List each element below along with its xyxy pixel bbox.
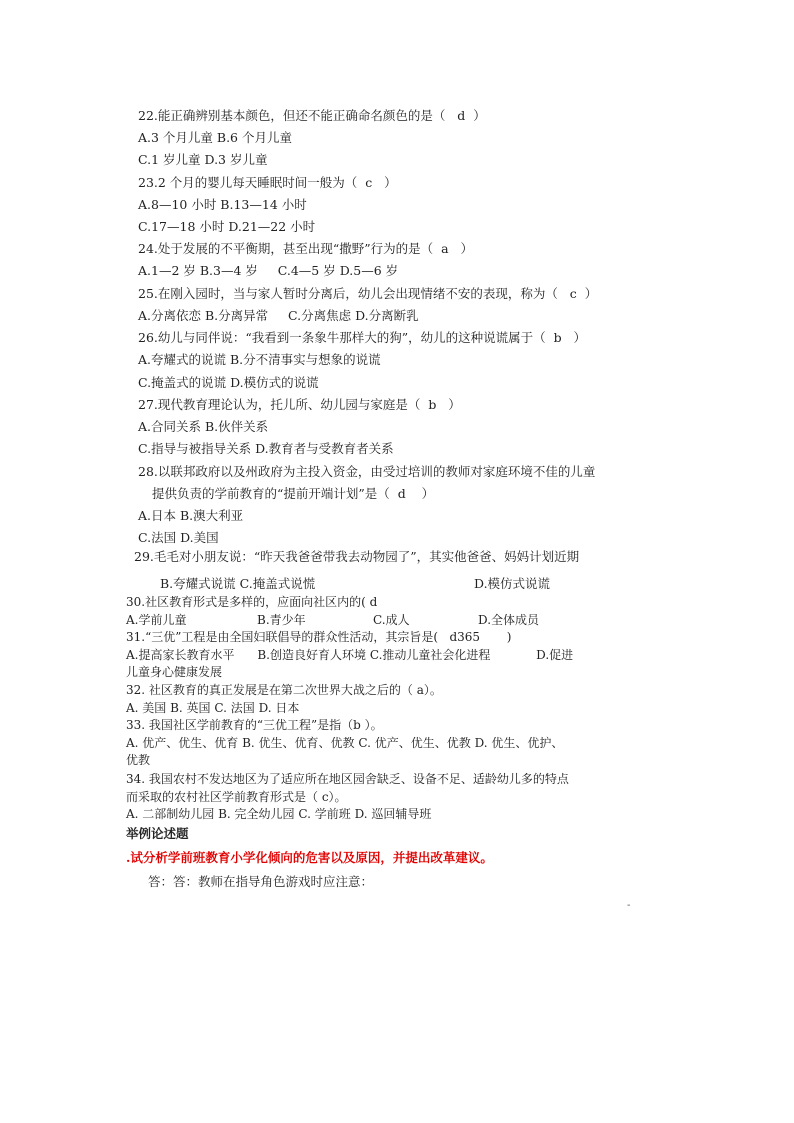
question-23: 23.2 个月的婴儿每天睡眠时间一般为（ c ）	[138, 175, 397, 190]
essay-question: .试分析学前班教育小学化倾向的危害以及原因，并提出改革建议。	[126, 850, 493, 865]
question-31-options-cont: 儿童身心健康发展	[126, 665, 223, 679]
question-26-options-ab: A.夸耀式的说谎 B.分不清事实与想象的说谎	[138, 352, 381, 367]
question-27-options-ab: A.合同关系 B.伙伴关系	[138, 419, 269, 434]
question-30: 30.社区教育形式是多样的，应面向社区内的( d	[126, 595, 378, 609]
question-30-option-d: D.全体成员	[478, 613, 540, 627]
answer-line: 答：答：教师在指导角色游戏时应注意：	[148, 874, 374, 889]
question-23-options-cd: C.17—18 小时 D.21—22 小时	[138, 219, 316, 234]
question-30-option-a: A.学前儿童	[126, 613, 187, 627]
question-33-options-cont: 优教	[126, 753, 151, 767]
question-34-line1: 34. 我国农村不发达地区为了适应所在地区园舍缺乏、设备不足、适龄幼儿多的特点	[126, 772, 569, 786]
question-28-line2: 提供负责的学前教育的“提前开端计划”是（ d ）	[152, 486, 435, 501]
question-28-options-cd: C.法国 D.美国	[138, 530, 219, 545]
question-26-options-cd: C.掩盖式的说谎 D.模仿式的说谎	[138, 375, 319, 390]
question-32-options: A. 美国 B. 英国 C. 法国 D. 日本	[126, 701, 300, 715]
section-heading: 举例论述题	[126, 826, 189, 841]
question-23-options-ab: A.8—10 小时 B.13—14 小时	[138, 197, 307, 212]
question-33-options: A. 优产、优生、优育 B. 优生、优育、优教 C. 优产、优生、优教 D. 优生、优护、	[126, 736, 564, 750]
question-27: 27.现代教育理论认为，托儿所、幼儿园与家庭是（ b ）	[138, 397, 461, 412]
question-33: 33. 我国社区学前教育的“三优工程”是指（b ）。	[126, 718, 383, 732]
question-29-options-bc: B.夸耀式说谎 C.掩盖式说慌	[160, 576, 316, 591]
question-28-options-ab: A.日本 B.澳大利亚	[138, 508, 244, 523]
question-29-option-d: D.模仿式说谎	[474, 576, 551, 591]
question-22: 22.能正确辨别基本颜色，但还不能正确命名颜色的是（ d ）	[138, 108, 486, 123]
question-28-line1: 28.以联邦政府以及州政府为主投入资金，由受过培训的教师对家庭环境不佳的儿童	[138, 464, 596, 479]
question-24: 24.处于发展的不平衡期，甚至出现“撒野”行为的是（ a ）	[138, 241, 473, 256]
question-25-options: A.分离依恋 B.分离异常 C.分离焦虑 D.分离断乳	[138, 308, 419, 323]
question-30-option-b: B.青少年	[257, 613, 306, 627]
question-34-line2: 而采取的农村社区学前教育形式是（ c）。	[126, 790, 347, 804]
question-25: 25.在刚入园时，当与家人暂时分离后，幼儿会出现情绪不安的表现，称为（ c ）	[138, 286, 598, 301]
question-34-options: A. 二部制幼儿园 B. 完全幼儿园 C. 学前班 D. 巡回辅导班	[126, 807, 432, 821]
question-31: 31.“三优”工程是由全国妇联倡导的群众性活动，其宗旨是( d365 )	[126, 630, 512, 644]
question-29: 29.毛毛对小朋友说：“昨天我爸爸带我去动物园了”，其实他爸爸、妈妈计划近期	[134, 549, 580, 564]
question-30-option-c: C.成人	[373, 613, 410, 627]
question-22-options-cd: C.1 岁儿童 D.3 岁儿童	[138, 152, 268, 167]
question-26: 26.幼儿与同伴说：“我看到一条象牛那样大的狗”，幼儿的这种说谎属于（ b ）	[138, 330, 587, 345]
question-27-options-cd: C.指导与被指导关系 D.教育者与受教育者关系	[138, 441, 394, 456]
question-32: 32. 社区教育的真正发展是在第二次世界大战之后的（ a）。	[126, 683, 442, 697]
question-31-options: A.提高家长教育水平 B.创造良好育人环境 C.推动儿童社会化进程 D.促进	[126, 648, 574, 662]
question-24-options: A.1—2 岁 B.3—4 岁 C.4—5 岁 D.5—6 岁	[138, 263, 399, 278]
corner-mark: -	[627, 900, 631, 911]
question-22-options-ab: A.3 个月儿童 B.6 个月儿童	[138, 130, 292, 145]
